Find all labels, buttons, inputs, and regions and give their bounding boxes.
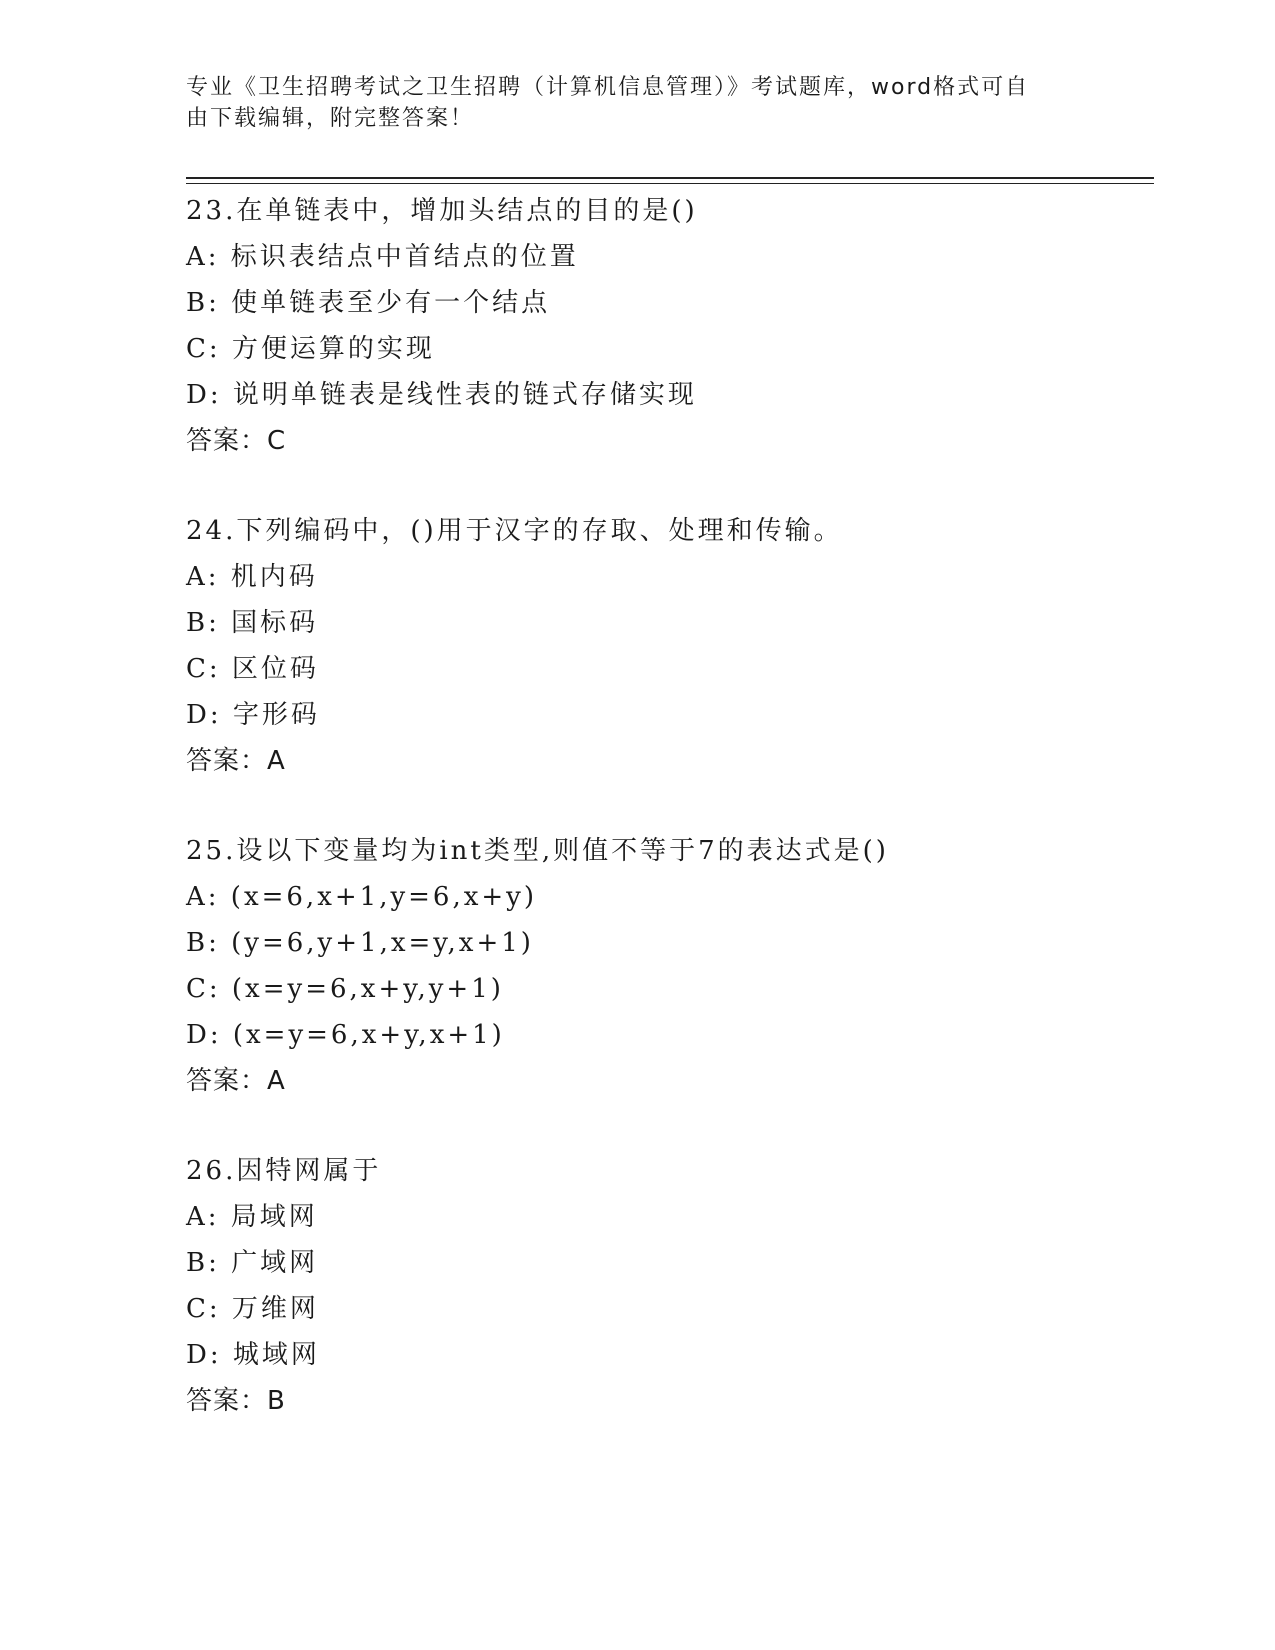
option-b: B: 国标码 <box>186 608 319 638</box>
option-b: B: (y=6,y+1,x=y,x+1) <box>186 928 534 958</box>
option-a: A: 局域网 <box>186 1202 318 1232</box>
option-b: B: 广域网 <box>186 1248 319 1278</box>
option-a: A: 标识表结点中首结点的位置 <box>186 242 579 272</box>
option-b: B: 使单链表至少有一个结点 <box>186 288 551 318</box>
question-stem: 26.因特网属于 <box>186 1156 382 1186</box>
header-line-2: 由下载编辑，附完整答案！ <box>186 106 475 131</box>
question-stem: 25.设以下变量均为int类型,则值不等于7的表达式是() <box>186 836 889 866</box>
option-c: C: 万维网 <box>186 1294 319 1324</box>
answer-line: 答案：C <box>186 426 287 456</box>
option-d: D: (x=y=6,x+y,x+1) <box>186 1020 505 1050</box>
option-a: A: 机内码 <box>186 562 318 592</box>
option-c: C: (x=y=6,x+y,y+1) <box>186 974 504 1004</box>
header-divider-thin <box>186 183 1154 184</box>
document-header <box>186 72 1086 134</box>
question-stem: 24.下列编码中，()用于汉字的存取、处理和传输。 <box>186 516 843 546</box>
option-c: C: 区位码 <box>186 654 319 684</box>
question-stem: 23.在单链表中，增加头结点的目的是() <box>186 196 698 226</box>
question-23 <box>186 188 1186 464</box>
header-divider-thick <box>186 177 1154 179</box>
question-26 <box>186 1148 1186 1424</box>
option-c: C: 方便运算的实现 <box>186 334 435 364</box>
header-line-1: 专业《卫生招聘考试之卫生招聘（计算机信息管理）》考试题库，word格式可自 <box>186 75 1030 100</box>
option-a: A: (x=6,x+1,y=6,x+y) <box>186 882 538 912</box>
option-d: D: 城域网 <box>186 1340 320 1370</box>
option-d: D: 说明单链表是线性表的链式存储实现 <box>186 380 697 410</box>
question-24 <box>186 508 1186 784</box>
answer-line: 答案：B <box>186 1386 286 1416</box>
option-d: D: 字形码 <box>186 700 320 730</box>
question-25 <box>186 828 1186 1104</box>
answer-line: 答案：A <box>186 1066 286 1096</box>
answer-line: 答案：A <box>186 746 286 776</box>
